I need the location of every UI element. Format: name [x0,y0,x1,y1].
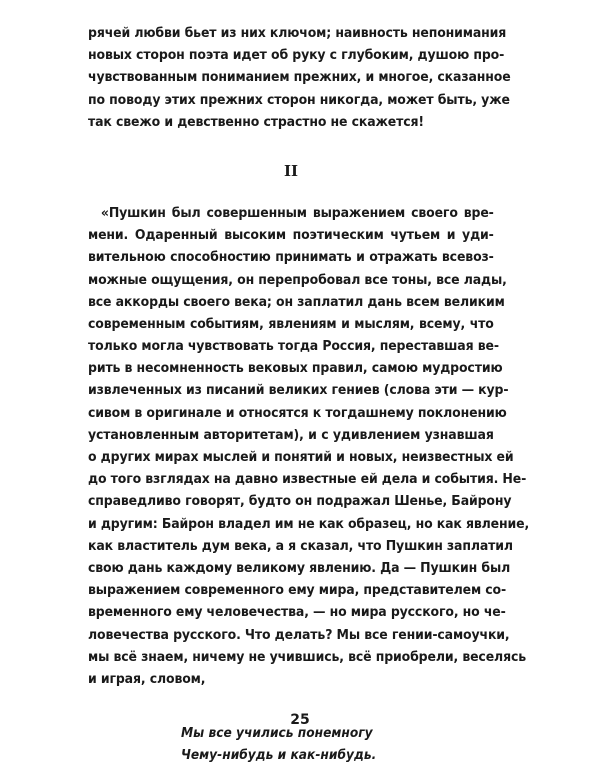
text-line: можные ощущения, он перепробовал все тоны, все лады, [88,271,507,288]
text-line: выражением современного ему мира, представителем со- [88,582,507,599]
text-line: современным событиям, явлениям и мыслям, всему, что [88,315,494,332]
text-line: рить в несомненность вековых правил, самою мудростию [88,360,503,377]
section-heading: II [283,161,299,180]
verse-line: Мы все учились понемногу [181,725,373,742]
text-line: «Пушкин был совершенным выражением своего вре- [100,204,494,221]
text-line: свою дань каждому великому явлению. Да — Пушкин был [88,559,511,576]
text-line: мени. Одаренный высоким поэтическим чутьем и уди- [88,227,494,244]
text-line: до того взглядах на давно известные ей дела и события. Не- [88,471,527,488]
text-line: новых сторон поэта идет об руку с глубоким, душою про- [88,47,505,64]
text-line: установленным авторитетам), и с удивлением узнавшая [88,426,494,443]
text-line: ловечества русского. Что делать? Мы все гении-самоучки, [88,626,510,643]
text-line: справедливо говорят, будто он подражал Шенье, Байрону [88,493,512,510]
text-line: как властитель дум века, а я сказал, что Пушкин заплатил [88,537,513,554]
text-line: временного ему человечества, — но мира русского, но че- [88,604,506,621]
paragraph-quote [88,202,530,690]
verse-quote [181,722,494,766]
text-line: вительною способностию принимать и отражать всевоз- [88,249,494,266]
verse-line: Чему-нибудь и как-нибудь. [181,747,377,764]
page-number: 25 [290,712,310,728]
text-line: мы всё знаем, ничему не учившись, всё приобрели, веселясь [88,648,527,665]
text-line: и другим: Байрон владел им не как образец, но как явление, [88,515,530,532]
text-line: только могла чувствовать тогда Россия, переставшая ве- [88,338,499,355]
text-line: и играя, словом, [88,670,206,687]
text-line: чувствованным пониманием прежних, и многое, сказанное [88,69,511,86]
text-line: все аккорды своего века; он заплатил дань всем великим [88,293,505,310]
text-line: так свежо и девственно страстно не скажется! [88,113,425,130]
text-line: рячей любви бьет из них ключом; наивность непонимания [88,25,507,41]
book-page [88,22,530,766]
text-line: сивом в оригинале и относятся к тогдашнему поклонению [88,404,507,421]
paragraph-continued [88,22,511,133]
text-line: извлеченных из писаний великих гениев (слова эти — кур- [88,382,509,399]
text-line: по поводу этих прежних сторон никогда, может быть, уже [88,91,510,108]
text-line: о других мирах мыслей и понятий и новых, неизвестных ей [88,449,514,465]
